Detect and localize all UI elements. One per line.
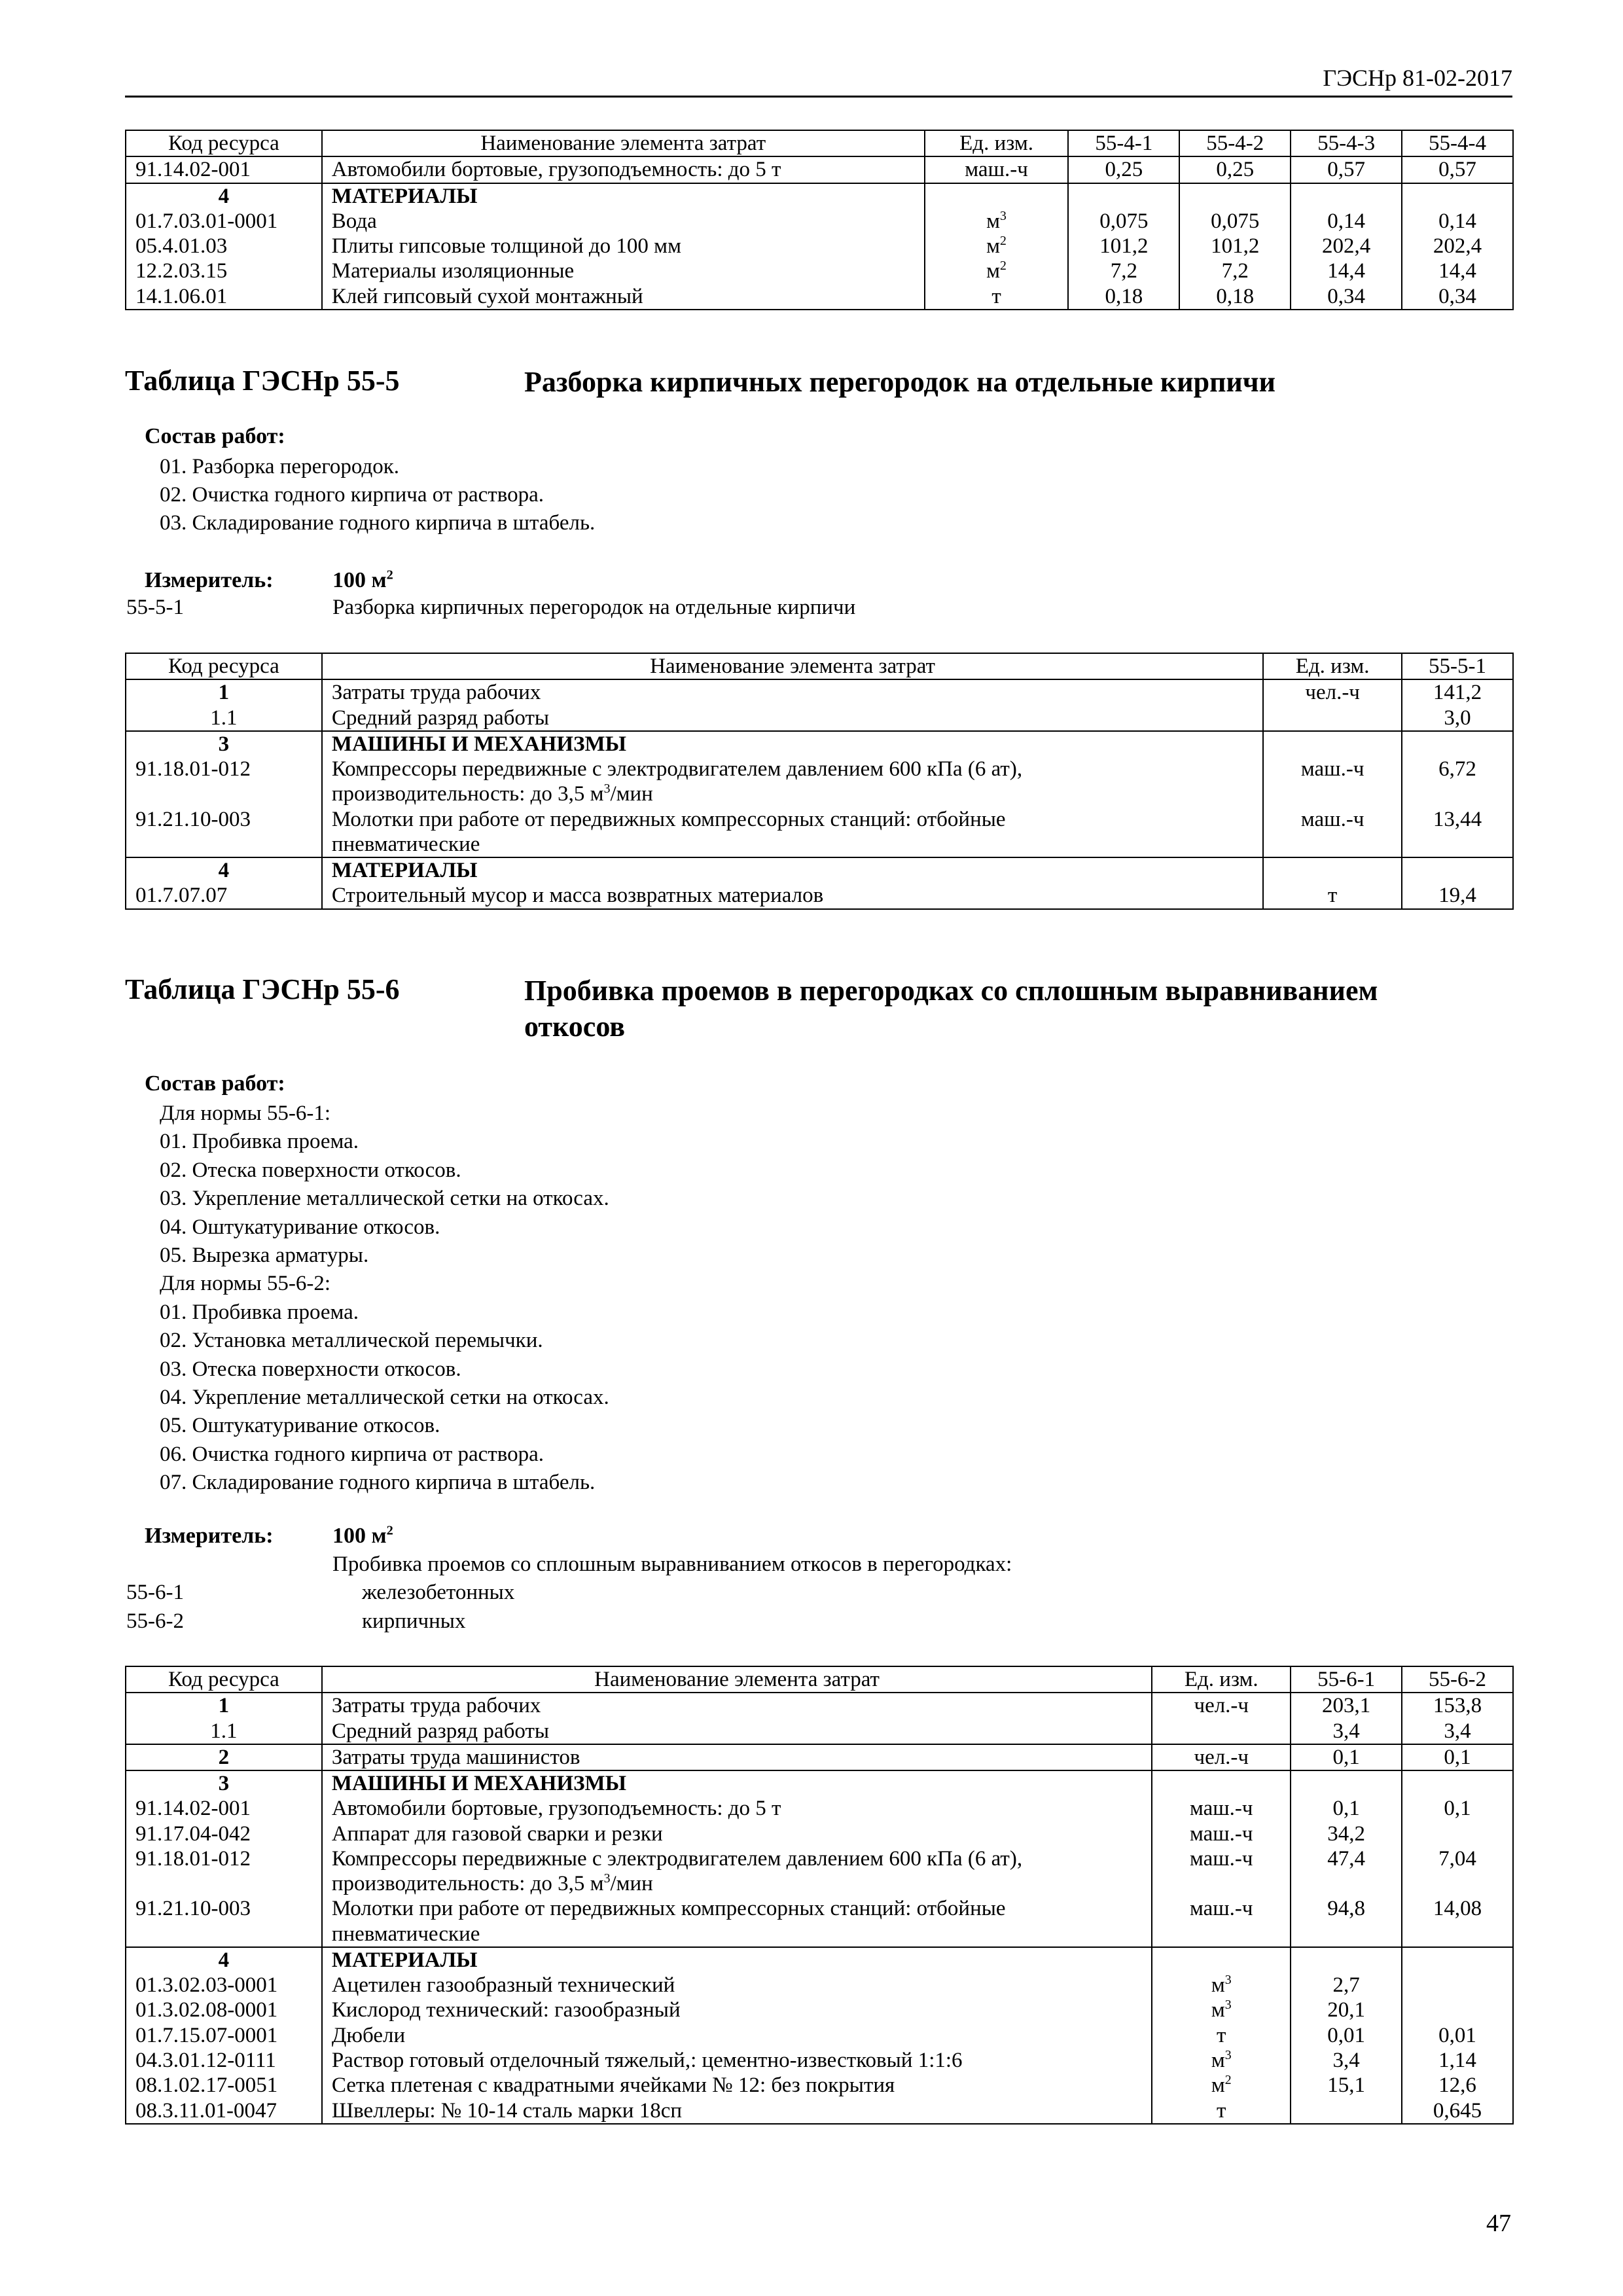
table-row — [126, 2098, 1513, 2124]
norm-value: 0,1 — [1402, 1796, 1513, 1821]
section-name: МАШИНЫ И МЕХАНИЗМЫ — [322, 731, 1263, 757]
norm-value: 0,34 — [1402, 284, 1513, 310]
norm-value: 202,4 — [1291, 234, 1402, 259]
column-header: Наименование элемента затрат — [322, 130, 925, 156]
work-list-55-5 — [160, 453, 595, 537]
resource-unit: т — [1152, 2023, 1291, 2048]
table-row — [126, 259, 1513, 283]
resource-code: 91.18.01-012 — [126, 757, 322, 807]
resource-code: 1.1 — [126, 706, 322, 731]
resource-unit: $м^2$ — [925, 234, 1069, 259]
norm-value — [1402, 1973, 1513, 1998]
work-item: 01. Пробивка проема. — [160, 1130, 359, 1154]
resource-unit: чел.-ч — [1152, 1693, 1291, 1718]
table-row — [126, 1896, 1513, 1947]
norm-value: 0,645 — [1402, 2098, 1513, 2124]
resource-unit: $м^3$ — [1152, 2048, 1291, 2073]
column-header: 55-6-2 — [1402, 1666, 1513, 1693]
meter-value: 100 $м^2$ — [332, 1523, 393, 1548]
resource-name: Клей гипсовый сухой монтажный — [322, 284, 925, 310]
resource-code: 2 — [126, 1744, 322, 1770]
norm-value: 2,7 — [1291, 1973, 1402, 1998]
table-row — [126, 2023, 1513, 2048]
work-item: 02. Очистка годного кирпича от раствора. — [160, 483, 544, 507]
table-55-6 — [125, 1666, 1514, 2125]
norm-value: 3,4 — [1291, 2048, 1402, 2073]
resource-name: Молотки при работе от передвижных компрессорных станций: отбойные пневматические — [322, 1896, 1152, 1947]
resource-unit: $м^3$ — [1152, 1998, 1291, 2022]
resource-name: Средний разряд работы — [322, 706, 1263, 731]
column-header: 55-4-3 — [1291, 130, 1402, 156]
norm-value: 0,14 — [1291, 209, 1402, 234]
resource-name: Затраты труда рабочих — [322, 1693, 1152, 1718]
norm-value: 47,4 — [1291, 1846, 1402, 1897]
norm-code: 55-6-1 — [126, 1581, 184, 1604]
work-item: 03. Складирование годного кирпича в штабель. — [160, 511, 596, 535]
resource-code: 91.18.01-012 — [126, 1846, 322, 1897]
norm-value: 141,2 — [1402, 679, 1513, 705]
page-number: 47 — [1486, 2210, 1511, 2237]
resource-code: 91.17.04-042 — [126, 1821, 322, 1846]
norm-value: 34,2 — [1291, 1821, 1402, 1846]
norm-value: 6,72 — [1402, 757, 1513, 807]
resource-code: 01.3.02.03-0001 — [126, 1973, 322, 1998]
resource-unit: маш.-ч — [1152, 1796, 1291, 1821]
section-name: МАТЕРИАЛЫ — [322, 183, 925, 209]
norm-value: 0,25 — [1068, 156, 1179, 183]
work-item: 07. Складирование годного кирпича в штабель. — [160, 1471, 596, 1495]
resource-unit: $м^3$ — [1152, 1973, 1291, 1998]
norm-value: 3,4 — [1291, 1719, 1402, 1744]
resource-code: 08.3.11.01-0047 — [126, 2098, 322, 2124]
norm-value: 0,01 — [1291, 2023, 1402, 2048]
norm-value: 1,14 — [1402, 2048, 1513, 2073]
meter-label: Измеритель: — [145, 1524, 274, 1548]
norm-value: 101,2 — [1179, 234, 1291, 259]
norm-value: 7,04 — [1402, 1846, 1513, 1897]
norm-value: 14,08 — [1402, 1896, 1513, 1947]
section-name: МАТЕРИАЛЫ — [322, 1947, 1152, 1973]
work-list-55-6 — [160, 1100, 609, 1498]
norm-code: 55-5-1 — [126, 596, 184, 619]
table-section-row — [126, 1947, 1513, 1973]
resource-code: 12.2.03.15 — [126, 259, 322, 283]
norm-value: 203,1 — [1291, 1693, 1402, 1718]
norm-value: 202,4 — [1402, 234, 1513, 259]
norm-value: 3,4 — [1402, 1719, 1513, 1744]
column-header: Наименование элемента затрат — [322, 1666, 1152, 1693]
norm-value: 0,1 — [1291, 1744, 1402, 1770]
norm-value: 13,44 — [1402, 807, 1513, 858]
section-code: 4 — [126, 857, 322, 883]
norm-name: Разборка кирпичных перегородок на отдельные кирпичи — [332, 596, 856, 619]
norm-value — [1402, 1821, 1513, 1846]
section-code: 3 — [126, 1770, 322, 1796]
column-header: Ед. изм. — [1263, 653, 1402, 679]
section-code: 3 — [126, 731, 322, 757]
resource-unit — [1263, 706, 1402, 731]
table-row — [126, 1693, 1513, 1718]
resource-unit: маш.-ч — [1263, 757, 1402, 807]
column-header: Код ресурса — [126, 653, 322, 679]
norm-value: 0,075 — [1068, 209, 1179, 234]
table-header-row — [126, 653, 1513, 679]
norm-intro: Пробивка проемов со сплошным выравниванием откосов в перегородках: — [332, 1552, 1012, 1576]
column-header: Наименование элемента затрат — [322, 653, 1263, 679]
norm-value: 0,57 — [1291, 156, 1402, 183]
resource-unit: т — [1263, 883, 1402, 908]
resource-name: Раствор готовый отделочный тяжелый,: цементно-известковый 1:1:6 — [322, 2048, 1152, 2073]
meter-label: Измеритель: — [145, 568, 274, 592]
work-item: 01. Разборка перегородок. — [160, 455, 400, 478]
resource-name: Сетка плетеная с квадратными ячейками № 12: без покрытия — [322, 2073, 1152, 2098]
resource-code: 91.21.10-003 — [126, 1896, 322, 1947]
norm-value: 0,57 — [1402, 156, 1513, 183]
section-name: МАШИНЫ И МЕХАНИЗМЫ — [322, 1770, 1152, 1796]
work-item: 04. Оштукатуривание откосов. — [160, 1215, 440, 1239]
norm-code: 55-6-2 — [126, 1609, 184, 1633]
resource-unit: $м^3$ — [925, 209, 1069, 234]
norm-value: 0,1 — [1291, 1796, 1402, 1821]
resource-code: 01.7.15.07-0001 — [126, 2023, 322, 2048]
column-header: Ед. изм. — [925, 130, 1069, 156]
resource-unit: маш.-ч — [925, 156, 1069, 183]
resource-name: Материалы изоляционные — [322, 259, 925, 283]
table-row — [126, 1796, 1513, 1821]
resource-code: 1 — [126, 679, 322, 705]
resource-unit: маш.-ч — [1152, 1821, 1291, 1846]
table-header-row — [126, 1666, 1513, 1693]
resource-unit: т — [1152, 2098, 1291, 2124]
resource-unit: т — [925, 284, 1069, 310]
resource-name: Дюбели — [322, 2023, 1152, 2048]
section-code: 4 — [126, 183, 322, 209]
column-header: 55-4-4 — [1402, 130, 1513, 156]
norm-value: 101,2 — [1068, 234, 1179, 259]
resource-code: 08.1.02.17-0051 — [126, 2073, 322, 2098]
table-title-55-5: Разборка кирпичных перегородок на отдельные кирпичи — [524, 366, 1275, 398]
resource-code: 01.3.02.08-0001 — [126, 1998, 322, 2022]
table-row — [126, 679, 1513, 705]
resource-name: Строительный мусор и масса возвратных материалов — [322, 883, 1263, 908]
norm-value — [1291, 2098, 1402, 2124]
document-code: ГЭСНр 81-02-2017 — [1323, 65, 1512, 91]
work-composition-label: Состав работ: — [145, 424, 285, 448]
resource-name: Швеллеры: № 10-14 сталь марки 18сп — [322, 2098, 1152, 2124]
resource-code: 14.1.06.01 — [126, 284, 322, 310]
norm-value: 0,18 — [1179, 284, 1291, 310]
table-row — [126, 757, 1513, 807]
norm-value: 0,075 — [1179, 209, 1291, 234]
table-section-row — [126, 183, 1513, 209]
resource-code: 01.7.07.07 — [126, 883, 322, 908]
column-header: Код ресурса — [126, 130, 322, 156]
table-row — [126, 1821, 1513, 1846]
table-row — [126, 807, 1513, 858]
norm-value: 0,1 — [1402, 1744, 1513, 1770]
resource-unit: маш.-ч — [1263, 807, 1402, 858]
norm-name: кирпичных — [362, 1609, 466, 1633]
norm-value: 15,1 — [1291, 2073, 1402, 2098]
table-row — [126, 1719, 1513, 1744]
work-composition-label: Состав работ: — [145, 1071, 285, 1096]
header-divider — [125, 96, 1512, 98]
norm-value: 0,25 — [1179, 156, 1291, 183]
resource-code: 01.7.03.01-0001 — [126, 209, 322, 234]
table-number-55-6: Таблица ГЭСНр 55-6 — [125, 973, 400, 1005]
table-row — [126, 883, 1513, 908]
resource-code: 91.21.10-003 — [126, 807, 322, 858]
norm-value: 3,0 — [1402, 706, 1513, 731]
resource-unit: $м^2$ — [1152, 2073, 1291, 2098]
table-row — [126, 706, 1513, 731]
resource-code: 91.14.02-001 — [126, 1796, 322, 1821]
column-header: Код ресурса — [126, 1666, 322, 1693]
table-header-row — [126, 130, 1513, 156]
resource-name: Кислород технический: газообразный — [322, 1998, 1152, 2022]
table-row — [126, 1973, 1513, 1998]
resource-name: Затраты труда рабочих — [322, 679, 1263, 705]
table-row — [126, 284, 1513, 310]
table-number-55-5: Таблица ГЭСНр 55-5 — [125, 365, 400, 397]
resource-unit: маш.-ч — [1152, 1846, 1291, 1897]
work-item: 03. Отеска поверхности откосов. — [160, 1357, 461, 1381]
resource-code: 1 — [126, 1693, 322, 1718]
resource-unit: чел.-ч — [1263, 679, 1402, 705]
table-row — [126, 209, 1513, 234]
norm-value: 0,34 — [1291, 284, 1402, 310]
table-section-row — [126, 857, 1513, 883]
table-row — [126, 1846, 1513, 1897]
table-55-5 — [125, 653, 1514, 910]
resource-name: Компрессоры передвижные с электродвигателем давлением 600 кПа (6 ат), производительность: до 3,5 $м^3$/мин — [322, 757, 1263, 807]
table-row — [126, 2048, 1513, 2073]
resource-name: Ацетилен газообразный технический — [322, 1973, 1152, 1998]
resource-name: Автомобили бортовые, грузоподъемность: до 5 т — [322, 156, 925, 183]
resource-code: 91.14.02-001 — [126, 156, 322, 183]
norm-value: 12,6 — [1402, 2073, 1513, 2098]
norm-name: железобетонных — [362, 1581, 515, 1604]
table-row — [126, 234, 1513, 259]
resource-unit — [1152, 1719, 1291, 1744]
work-item: 02. Установка металлической перемычки. — [160, 1329, 543, 1353]
resource-unit: чел.-ч — [1152, 1744, 1291, 1770]
resource-name: Плиты гипсовые толщиной до 100 мм — [322, 234, 925, 259]
work-item: 01. Пробивка проема. — [160, 1300, 359, 1324]
work-item: Для нормы 55-6-1: — [160, 1102, 331, 1125]
section-name: МАТЕРИАЛЫ — [322, 857, 1263, 883]
table-row — [126, 2073, 1513, 2098]
section-code: 4 — [126, 1947, 322, 1973]
work-item: 05. Вырезка арматуры. — [160, 1244, 369, 1268]
column-header: 55-4-1 — [1068, 130, 1179, 156]
norm-value: 14,4 — [1402, 259, 1513, 283]
resource-unit: $м^2$ — [925, 259, 1069, 283]
norm-value: 94,8 — [1291, 1896, 1402, 1947]
table-section-row — [126, 731, 1513, 757]
resource-name: Автомобили бортовые, грузоподъемность: до 5 т — [322, 1796, 1152, 1821]
table-row — [126, 1998, 1513, 2022]
column-header: 55-4-2 — [1179, 130, 1291, 156]
norm-value — [1402, 1998, 1513, 2022]
norm-value: 0,18 — [1068, 284, 1179, 310]
work-item: 03. Укрепление металлической сетки на откосах. — [160, 1187, 609, 1211]
resource-name: Аппарат для газовой сварки и резки — [322, 1821, 1152, 1846]
meter-value: 100 $м^2$ — [332, 567, 393, 592]
column-header: 55-5-1 — [1402, 653, 1513, 679]
work-item: 05. Оштукатуривание откосов. — [160, 1414, 440, 1438]
norm-value: 14,4 — [1291, 259, 1402, 283]
column-header: 55-6-1 — [1291, 1666, 1402, 1693]
resource-unit: маш.-ч — [1152, 1896, 1291, 1947]
resource-code: 04.3.01.12-0111 — [126, 2048, 322, 2073]
work-item: 04. Укрепление металлической сетки на откосах. — [160, 1386, 609, 1410]
column-header: Ед. изм. — [1152, 1666, 1291, 1693]
table-55-4 — [125, 130, 1514, 310]
work-item: 06. Очистка годного кирпича от раствора. — [160, 1442, 544, 1466]
resource-code: 05.4.01.03 — [126, 234, 322, 259]
table-title-55-6: Пробивка проемов в перегородках со сплошным выравниванием откосов — [524, 975, 1378, 1043]
norm-value: 7,2 — [1179, 259, 1291, 283]
resource-name: Затраты труда машинистов — [322, 1744, 1152, 1770]
norm-value: 0,14 — [1402, 209, 1513, 234]
resource-name: Компрессоры передвижные с электродвигателем давлением 600 кПа (6 ат), производительность: до 3,5 $м^3$/мин — [322, 1846, 1152, 1897]
resource-name: Средний разряд работы — [322, 1719, 1152, 1744]
work-item: 02. Отеска поверхности откосов. — [160, 1158, 461, 1182]
work-item: Для нормы 55-6-2: — [160, 1272, 331, 1296]
norm-value: 0,01 — [1402, 2023, 1513, 2048]
norm-value: 7,2 — [1068, 259, 1179, 283]
table-row — [126, 1744, 1513, 1770]
table-row — [126, 156, 1513, 183]
norm-value: 20,1 — [1291, 1998, 1402, 2022]
table-section-row — [126, 1770, 1513, 1796]
resource-name: Молотки при работе от передвижных компрессорных станций: отбойные пневматические — [322, 807, 1263, 858]
norm-value: 153,8 — [1402, 1693, 1513, 1718]
resource-name: Вода — [322, 209, 925, 234]
norm-value: 19,4 — [1402, 883, 1513, 908]
resource-code: 1.1 — [126, 1719, 322, 1744]
